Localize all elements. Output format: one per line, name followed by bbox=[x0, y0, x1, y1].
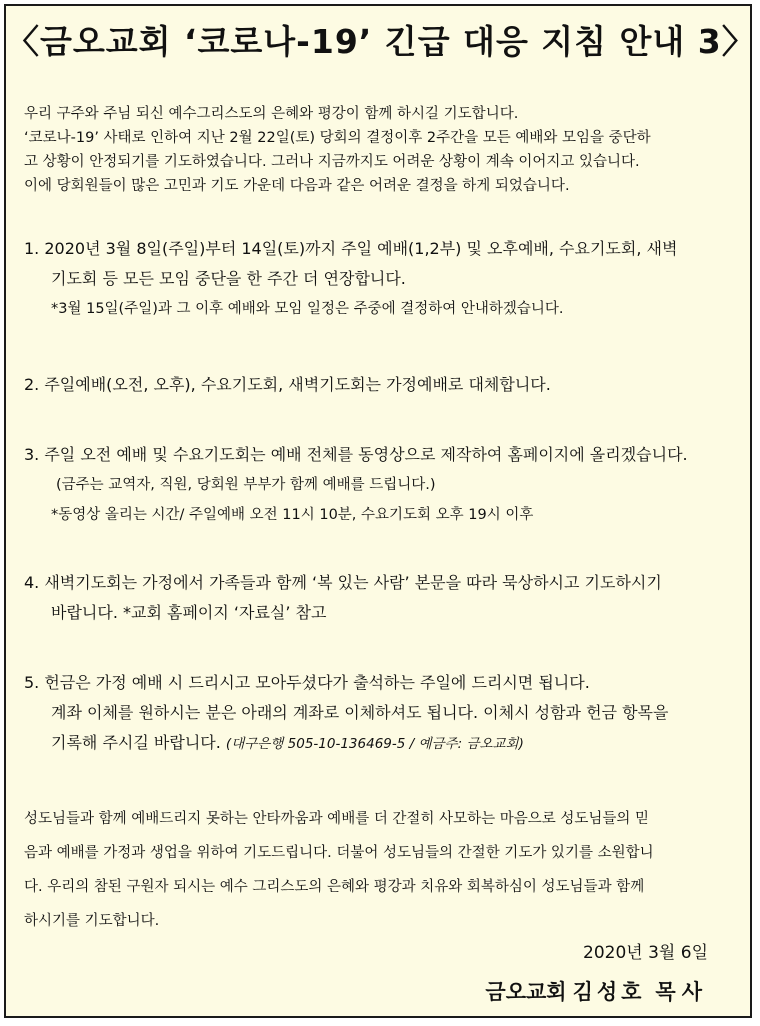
item-5-line-3-text: 기록해 주시길 바랍니다. bbox=[51, 733, 221, 752]
signature-role: 목사 bbox=[655, 979, 708, 1004]
notice-date: 2020년 3월 6일 bbox=[583, 943, 708, 963]
item-5-line-3 bbox=[24, 728, 742, 759]
intro-line: 고 상황이 안정되기를 기도하였습니다. 그러나 지금까지도 어려운 상황이 계속 이어지고 있습니다. bbox=[24, 154, 640, 170]
item-1-note: *3월 15일(주일)과 그 이후 예배와 모임 일정은 주중에 결정하여 안내하겠습니다. bbox=[51, 301, 564, 317]
notice-item-2 bbox=[24, 370, 742, 400]
item-3-line-2: (금주는 교역자, 직원, 당회원 부부가 함께 예배를 드립니다.) bbox=[56, 477, 436, 493]
signature-church: 금오교회 bbox=[485, 980, 567, 1004]
closing-line: 다. 우리의 참된 구원자 되시는 예수 그리스도의 은혜와 평강과 치유와 회복하심이 성도님들과 함께 bbox=[24, 879, 645, 895]
item-5-line-2: 계좌 이체를 원하시는 분은 아래의 계좌로 이체하셔도 됩니다. 이체시 성함과 헌금 항목을 bbox=[51, 703, 669, 722]
item-2-line-1: 2. 주일예배(오전, 오후), 수요기도회, 새벽기도회는 가정예배로 대체합니다. bbox=[24, 375, 551, 394]
item-3-note: *동영상 올리는 시간/ 주일예배 오전 11시 10분, 수요기도회 오후 19시 이후 bbox=[51, 507, 534, 523]
notice-page bbox=[4, 4, 756, 1018]
notice-item-4 bbox=[24, 568, 742, 628]
bank-account-info: (대구은행 505-10-136469-5 / 예금주: 금오교회) bbox=[225, 736, 524, 752]
item-5-line-1: 5. 헌금은 가정 예배 시 드리시고 모아두셨다가 출석하는 주일에 드리시면 됩니다. bbox=[24, 673, 590, 692]
signature bbox=[485, 976, 708, 1006]
signature-name: 김성호 bbox=[572, 979, 646, 1004]
notice-item-5 bbox=[24, 668, 742, 759]
item-3-line-1: 3. 주일 오전 예배 및 수요기도회는 예배 전체를 동영상으로 제작하여 홈페이지에 올리겠습니다. bbox=[24, 445, 688, 464]
closing-line: 성도님들과 함께 예배드리지 못하는 안타까움과 예배를 더 간절히 사모하는 마음으로 성도님들의 믿 bbox=[24, 811, 649, 827]
closing-line: 음과 예배를 가정과 생업을 위하여 기도드립니다. 더불어 성도님들의 간절한 기도가 있기를 소원합니 bbox=[24, 845, 654, 861]
item-1-line-1: 1. 2020년 3월 8일(주일)부터 14일(토)까지 주일 예배(1,2부) 및 오후예배, 수요기도회, 새벽 bbox=[24, 239, 678, 258]
intro-line: ‘코로나-19’ 사태로 인하여 지난 2월 22일(토) 당회의 결정이후 2주간을 모든 예배와 모임을 중단하 bbox=[24, 130, 651, 146]
notice-item-3 bbox=[24, 440, 742, 530]
intro-line: 이에 당회원들이 많은 고민과 기도 가운데 다음과 같은 어려운 결정을 하게 되었습니다. bbox=[24, 178, 570, 194]
notice-item-1 bbox=[24, 234, 742, 324]
page-title: 〈금오교회 ‘코로나-19’ 긴급 대응 지침 안내 3〉 bbox=[6, 22, 756, 61]
item-4-line-1: 4. 새벽기도회는 가정에서 가족들과 함께 ‘복 있는 사람’ 본문을 따라 묵상하시고 기도하시기 bbox=[24, 573, 662, 592]
item-4-line-2: 바랍니다. *교회 홈페이지 ‘자료실’ 참고 bbox=[51, 603, 327, 622]
intro-line: 우리 구주와 주님 되신 예수그리스도의 은혜와 평강이 함께 하시길 기도합니다. bbox=[24, 106, 519, 122]
item-1-line-2: 기도회 등 모든 모임 중단을 한 주간 더 연장합니다. bbox=[51, 269, 406, 288]
closing-paragraph bbox=[24, 802, 742, 938]
closing-line: 하시기를 기도합니다. bbox=[24, 913, 160, 929]
intro-paragraph bbox=[24, 102, 740, 198]
